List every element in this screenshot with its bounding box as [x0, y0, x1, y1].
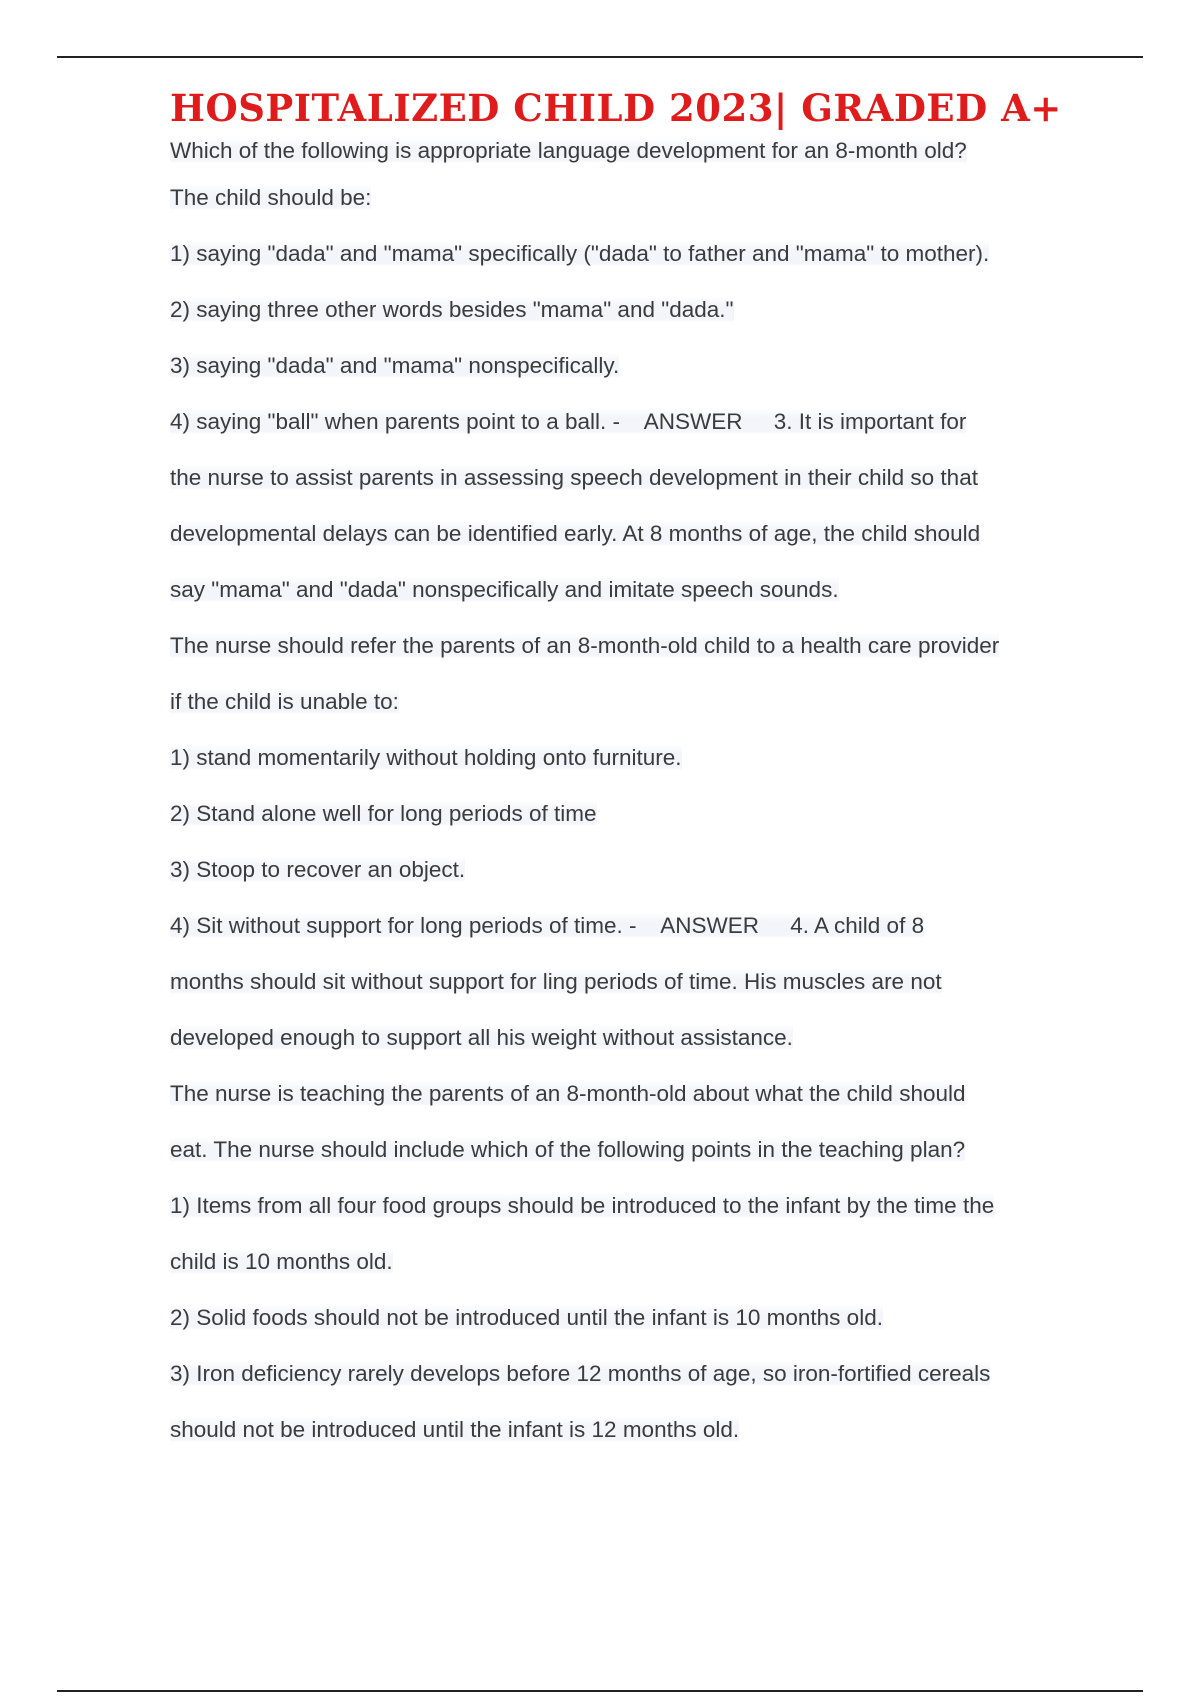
text-line-content: developed enough to support all his weight without assistance.: [170, 1025, 793, 1050]
text-line: [170, 786, 1070, 842]
text-line: [170, 170, 1070, 226]
text-line: [170, 1010, 1070, 1066]
document-body: [170, 84, 1070, 1458]
text-line: [170, 282, 1070, 338]
text-line-content: The nurse should refer the parents of an 8-month-old child to a health care provider: [170, 633, 1000, 658]
text-line: [170, 954, 1070, 1010]
text-line: [170, 1402, 1070, 1458]
text-line-content: 3) saying "dada" and "mama" nonspecifically.: [170, 353, 620, 378]
text-line-content: Which of the following is appropriate language development for an 8-month old?: [170, 138, 967, 163]
text-line: [170, 898, 1070, 954]
text-line: [170, 674, 1070, 730]
bottom-rule: [57, 1690, 1143, 1692]
text-line: [170, 1178, 1070, 1234]
text-line: [170, 338, 1070, 394]
text-line: [170, 1346, 1070, 1402]
text-line-content: 1) saying "dada" and "mama" specifically ("dada" to father and "mama" to mother).: [170, 241, 990, 266]
text-line: [170, 1122, 1070, 1178]
text-line-content: 4) saying "ball" when parents point to a ball. - ANSWER 3. It is important for: [170, 409, 967, 434]
text-line-content: 2) Stand alone well for long periods of time: [170, 801, 597, 826]
text-line: [170, 450, 1070, 506]
text-line-content: child is 10 months old.: [170, 1249, 393, 1274]
text-line-content: 1) stand momentarily without holding onto furniture.: [170, 745, 682, 770]
text-line-content: months should sit without support for ling periods of time. His muscles are not: [170, 969, 942, 994]
text-line-content: say "mama" and "dada" nonspecifically and imitate speech sounds.: [170, 577, 839, 602]
text-line-content: The child should be:: [170, 185, 372, 210]
text-line: [170, 394, 1070, 450]
text-line-content: should not be introduced until the infant is 12 months old.: [170, 1417, 740, 1442]
text-line: [170, 132, 1070, 170]
text-line: [170, 1290, 1070, 1346]
text-line-content: 3) Stoop to recover an object.: [170, 857, 466, 882]
text-line-content: developmental delays can be identified early. At 8 months of age, the child should: [170, 521, 981, 546]
text-line: [170, 1066, 1070, 1122]
text-line: [170, 618, 1070, 674]
text-line: [170, 506, 1070, 562]
text-line-content: the nurse to assist parents in assessing speech development in their child so that: [170, 465, 978, 490]
top-rule: [57, 56, 1143, 58]
text-line-content: 1) Items from all four food groups should be introduced to the infant by the time the: [170, 1193, 995, 1218]
text-line: [170, 562, 1070, 618]
text-line-content: 2) Solid foods should not be introduced until the infant is 10 months old.: [170, 1305, 883, 1330]
text-line: [170, 730, 1070, 786]
text-line: [170, 226, 1070, 282]
text-line-content: 4) Sit without support for long periods of time. - ANSWER 4. A child of 8: [170, 913, 925, 938]
text-line: [170, 842, 1070, 898]
text-line-content: The nurse is teaching the parents of an 8-month-old about what the child should: [170, 1081, 966, 1106]
document-title: HOSPITALIZED CHILD 2023| GRADED A+: [170, 86, 1062, 130]
text-line-content: eat. The nurse should include which of the following points in the teaching plan?: [170, 1137, 966, 1162]
text-line-content: 2) saying three other words besides "mama" and "dada.": [170, 297, 734, 322]
text-line-content: if the child is unable to:: [170, 689, 399, 714]
text-line-content: 3) Iron deficiency rarely develops before 12 months of age, so iron-fortified cereals: [170, 1361, 991, 1386]
text-line: [170, 1234, 1070, 1290]
